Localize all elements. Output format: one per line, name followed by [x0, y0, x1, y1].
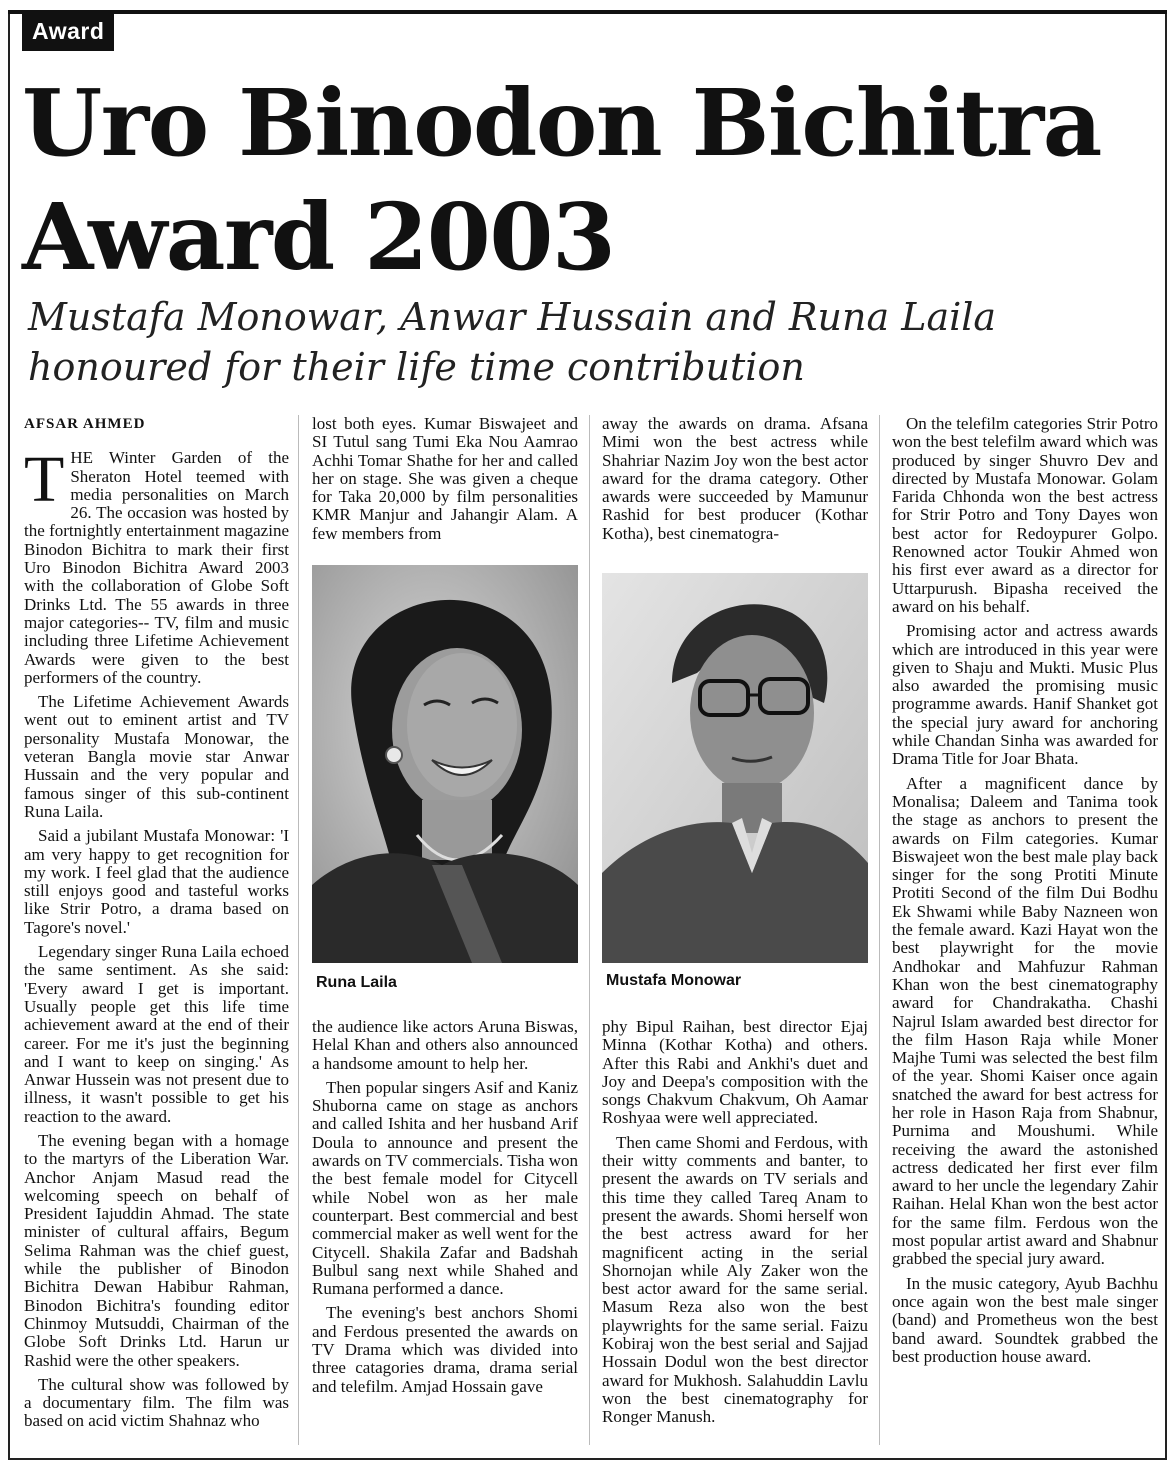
paragraph: THE Winter Garden of the Sheraton Hotel teemed with media personalities on March 26. The occasion was hosted by the fortnightly entertainment magazine Binodon Bichitra to mark their first Uro Binodon Bichitra Award 2003 with the collaboration of Globe Soft Drinks Ltd. The 55 awards in three major categories-- TV, film and music including three Lifetime Achievement Awards were given to the best performers of the country.	[24, 443, 289, 687]
paragraph: The Lifetime Achievement Awards went out to eminent artist and TV personality Mustafa Monowar, the veteran Bangla movie star Anwar Hussain and the very popular and famous singer of this sub-continent Runa Laila.	[24, 692, 289, 821]
paragraph: In the music category, Ayub Bachhu once again won the best male singer (band) and Prometheus won the best band award. Soundtek grabbed the best production house award.	[892, 1273, 1158, 1366]
column-divider	[589, 415, 590, 1445]
column-divider	[879, 415, 880, 1445]
paragraph: Said a jubilant Mustafa Monowar: 'I am very happy to get recognition for my work. I feel glad that the audience still enjoys good and tasteful works like Strir Potro, a drama based on Tagore's novel.'	[24, 826, 289, 937]
subheadline: Mustafa Monowar, Anwar Hussain and Runa Laila honoured for their life time contribution	[28, 295, 997, 389]
paragraph: Then popular singers Asif and Kaniz Shuborna came on stage as anchors and called Ishita and her husband Arif Doula to announce and present the awards on TV commercials. Tisha won the best female model for Citycell while Nobel won as her male counterpart. Best commercial and best commercial maker as well went for the Citycell. Shakila Zafar and Badshah Bulbul sang next while Shahed and Rumana performed a dance.	[312, 1077, 578, 1299]
paragraph: phy Bipul Raihan, best director Ejaj Minna (Kothar Kotha) and others. After this Rabi and Ankhi's duet and Joy and Deepa's composition with the songs Chakvum Chakvum, Oh Aamar Roshyaa were well appreciated.	[602, 1018, 868, 1128]
portrait-man-icon	[602, 573, 868, 963]
column-divider	[298, 415, 299, 1445]
paragraph: away the awards on drama. Afsana Mimi won the best actress while Shahriar Nazim Joy won the best actor award for the drama category. Other awards were succeeded by Mamunur Rashid for best producer (Kothar Kotha), best cinematogra-	[602, 415, 868, 543]
paragraph: Legendary singer Runa Laila echoed the same sentiment. As she said: 'Every award I get is important. Usually people get this life time achievement award at the end of their career. For me it's just the beginning and I want to keep on singing.' As Anwar Hussein was not present due to illness, it wasn't possible to get his reaction to the award.	[24, 942, 289, 1126]
paragraph: the audience like actors Aruna Biswas, Helal Khan and others also announced a handsome amount to help her.	[312, 1018, 578, 1073]
paragraph: On the telefilm categories Strir Potro won the best telefilm award which was produced by singer Shuvro Dev and directed by Mustafa Monowar. Golam Farida Chhonda won the best actress for Strir Potro and Tony Dayes won best actor for Redoypurer Golpo. Renowned actor Toukir Ahmed won his first ever award as a director for Uttarpurush. Bipasha received the award on his behalf.	[892, 415, 1158, 616]
article-column-3-bottom	[602, 1018, 868, 1448]
top-rule	[8, 10, 1167, 14]
article-column-1	[24, 415, 289, 1445]
paragraph: lost both eyes. Kumar Biswajeet and SI Tutul sang Tumi Eka Nou Aamrao Achhi Tomar Shathe for her and called her on stage. She was given a cheque for Taka 20,000 by film personalities KMR Manjur and Jahangir Alam. A few members from	[312, 415, 578, 543]
article-column-3-top	[602, 415, 868, 550]
paragraph: The evening's best anchors Shomi and Ferdous presented the awards on TV Drama which was divided into three catagories drama, drama serial and telefilm. Amjad Hossain gave	[312, 1303, 578, 1396]
paragraph: Then came Shomi and Ferdous, with their witty comments and banter, to present the awards on TV serials and this time they called Tareq Anam to present the awards. Shomi herself won the best actress award for her magnificent acting in the serial Shornojan while Aly Zaker won the best actor award for the same serial. Masum Reza also won the best playwrights for the same serial. Faizu Kobiraj won the best serial and Sajjad Hossain Dodul won the best director award for Mukhosh. Salahuddin Lavlu won the best cinematography for Ronger Manush.	[602, 1132, 868, 1427]
photo-caption-right: Mustafa Monowar	[606, 972, 742, 989]
headline: Uro Binodon Bichitra Award 2003	[22, 69, 1101, 291]
drop-cap: T	[24, 443, 65, 517]
paragraph: After a magnificent dance by Monalisa; Daleem and Tanima took the stage as anchors to present the awards on Film categories. Kumar Biswajeet won the best male play back singer for the song Protiti Minute Protiti Second of the film Dui Bodhu Ek Shwami while Baby Nazneen won the female award. Kazi Hayat won the best playwright for the movie Andhokar and Mahfuzur Rahman Khan won the best cinematography award for Chandrakatha. Chashi Najrul Islam awarded best director for the film Hason Raja while Moner Majhe Tumi was selected the best film of the year. Shomi Kaiser once again snatched the award for best actress for her role in Hason Raja from Shabnur, Purnima and Moushumi. While receiving the award the astonished actress dedicated her first ever film award to her uncle the legendary Zahir Raihan. Helal Khan won the best actor for the same film. Ferdous won the most popular artist award and Shabnur grabbed the special jury award.	[892, 773, 1158, 1269]
article-column-2-top	[312, 415, 578, 550]
photo-mustafa-monowar	[602, 573, 868, 963]
article-column-4	[892, 415, 1158, 1445]
section-tag: Award	[22, 14, 114, 51]
paragraph: The cultural show was followed by a documentary film. The film was based on acid victim Shahnaz who	[24, 1374, 289, 1431]
portrait-woman-icon	[312, 565, 578, 963]
byline: AFSAR AHMED	[24, 416, 146, 432]
paragraph: The evening began with a homage to the martyrs of the Liberation War. Anchor Anjam Masud read the welcoming speech on behalf of President Iajuddin Ahmad. The state minister of cultural affairs, Begum Selima Rahman was the chief guest, while the publisher of Binodon Bichitra Dewan Habibur Rahman, Binodon Bichitra's founding editor Chinmoy Mutsuddi, Chairman of the Globe Soft Drinks Ltd. Harun ur Rashid were the other speakers.	[24, 1130, 289, 1370]
photo-caption-left: Runa Laila	[316, 974, 397, 991]
paragraph: Promising actor and actress awards which are introduced in this year were given to Shaju and Mukti. Music Plus also awarded the promising music programme awards. Hanif Shanket got the special jury award for anchoring while Chandan Sinha was awarded for Drama Title for Joar Bhata.	[892, 621, 1158, 769]
article-column-2-bottom	[312, 1018, 578, 1448]
photo-runa-laila	[312, 565, 578, 963]
